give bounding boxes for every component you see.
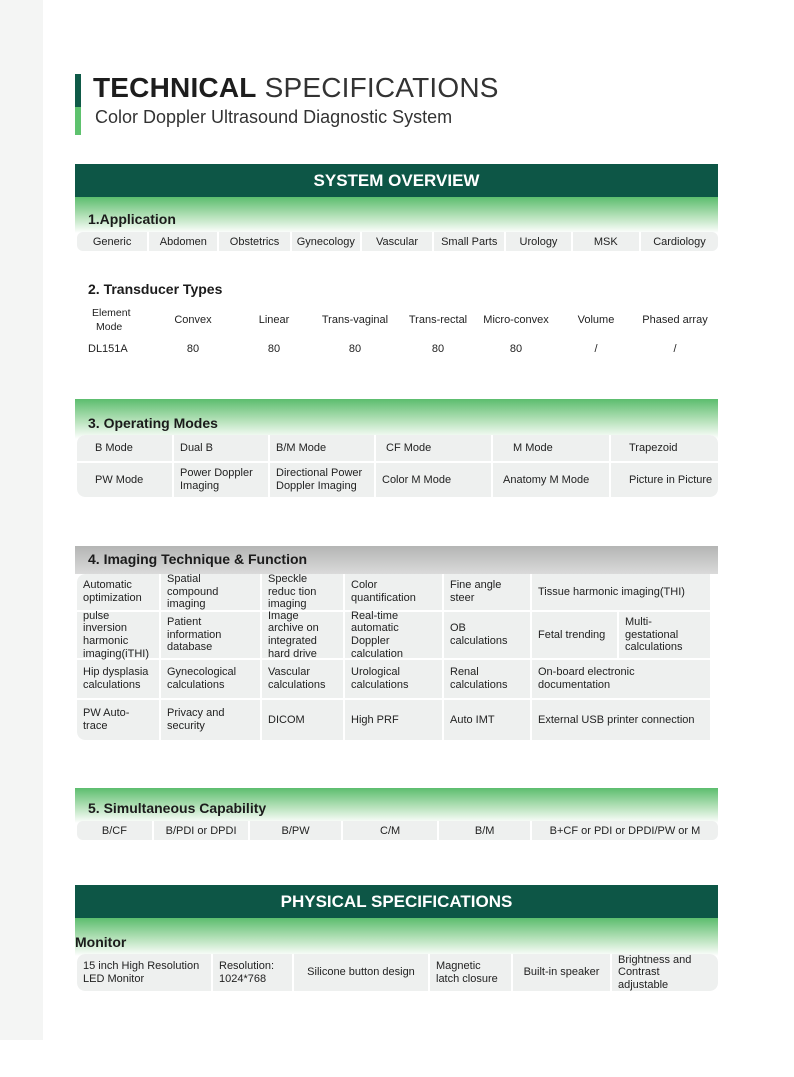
- simultaneous-item: B/PW: [250, 821, 343, 840]
- transducer-column: Convex: [174, 314, 212, 326]
- simultaneous-item: B/PDI or DPDI: [154, 821, 251, 840]
- imaging-cell: Speckle reduc tion imaging: [262, 574, 343, 610]
- element-label: Element: [92, 306, 131, 319]
- imaging-cell: Patient information database: [161, 612, 260, 658]
- imaging-heading: 4. Imaging Technique & Function: [88, 551, 308, 567]
- mode-cell: PW Mode: [77, 463, 172, 497]
- mode-cell: CF Mode: [376, 435, 491, 461]
- application-item: Obstetrics: [219, 232, 291, 251]
- simultaneous-heading: 5. Simultaneous Capability: [88, 800, 267, 816]
- simultaneous-row: [77, 821, 718, 840]
- page-margin-strip: [0, 0, 43, 1040]
- mode-cell: B/M Mode: [270, 435, 374, 461]
- monitor-band: [75, 918, 718, 956]
- transducer-column: Trans-rectal: [408, 314, 468, 326]
- monitor-heading: Monitor: [75, 934, 127, 950]
- imaging-cell: Gynecological calculations: [161, 660, 260, 698]
- transducer-value: /: [594, 343, 598, 355]
- imaging-cell: pulse inversion harmonic imaging(iTHI): [77, 612, 159, 658]
- imaging-cell: Urological calculations: [345, 660, 442, 698]
- simultaneous-item: B+CF or PDI or DPDI/PW or M: [549, 824, 701, 837]
- application-heading: 1.Application: [88, 211, 176, 227]
- transducer-header-row: [88, 304, 714, 336]
- operating-modes-heading: 3. Operating Modes: [88, 415, 218, 431]
- mode-cell: Color M Mode: [376, 463, 491, 497]
- imaging-cell: PW Auto-trace: [77, 700, 159, 740]
- transducer-heading: 2. Transducer Types: [88, 281, 223, 297]
- application-item: Abdomen: [149, 232, 219, 251]
- mode-cell: B Mode: [77, 435, 172, 461]
- imaging-cell: Fine angle steer: [444, 574, 530, 610]
- imaging-cell: Fetal trending: [532, 612, 617, 658]
- mode-label: Mode: [96, 321, 123, 333]
- application-item: Cardiology: [653, 235, 706, 248]
- transducer-row-label: DL151A: [88, 343, 128, 355]
- application-row: [77, 232, 718, 251]
- monitor-cell: Magnetic latch closure: [430, 954, 511, 991]
- mode-cell: Anatomy M Mode: [493, 463, 609, 497]
- imaging-cell: External USB printer connection: [532, 700, 710, 740]
- operating-modes-grid: [77, 435, 718, 497]
- transducer-data-row: [88, 336, 714, 362]
- transducer-column: Micro-convex: [483, 314, 549, 326]
- application-item: MSK: [573, 232, 641, 251]
- imaging-cell: Tissue harmonic imaging(THI): [532, 574, 710, 610]
- system-overview-band: [75, 164, 718, 197]
- imaging-cell: On-board electronic documentation: [532, 660, 710, 698]
- monitor-cell: Silicone button design: [294, 954, 428, 991]
- application-item: Urology: [506, 232, 572, 251]
- transducer-value: 80: [348, 343, 362, 355]
- simultaneous-item: C/M: [343, 821, 440, 840]
- imaging-cell: Automatic optimization: [77, 574, 159, 610]
- monitor-grid: [77, 954, 718, 991]
- simultaneous-item: B/CF: [77, 821, 154, 840]
- imaging-cell: Vascular calculations: [262, 660, 343, 698]
- imaging-cell: Multi-gestational calculations: [619, 612, 710, 658]
- imaging-cell: Hip dysplasia calculations: [77, 660, 159, 698]
- page-title: [93, 72, 499, 104]
- imaging-cell: OB calculations: [444, 612, 530, 658]
- imaging-cell: Image archive on integrated hard drive: [262, 612, 343, 658]
- title-accent-bar: [75, 74, 81, 135]
- transducer-column: Trans-vaginal: [321, 314, 389, 326]
- application-item: Gynecology: [292, 232, 362, 251]
- monitor-cell: Brightness and Contrast adjustable: [612, 954, 718, 991]
- transducer-column: Volume: [577, 314, 615, 326]
- application-item: Small Parts: [434, 232, 506, 251]
- monitor-cell: Built-in speaker: [513, 954, 610, 991]
- mode-cell: Dual B: [174, 435, 268, 461]
- imaging-grid: [77, 574, 718, 740]
- transducer-table: [88, 304, 714, 362]
- transducer-corner-label: [88, 306, 148, 334]
- imaging-cell: Real-time automatic Doppler calculation: [345, 612, 442, 658]
- imaging-cell: DICOM: [262, 700, 343, 740]
- title-bold: TECHNICAL: [93, 72, 257, 103]
- imaging-cell: Renal calculations: [444, 660, 530, 698]
- mode-cell: Trapezoid: [611, 435, 718, 461]
- monitor-cell: Resolution: 1024*768: [213, 954, 292, 991]
- mode-cell: Picture in Picture: [611, 463, 718, 497]
- application-item: Generic: [77, 232, 149, 251]
- transducer-value: 80: [431, 343, 445, 355]
- transducer-value: 80: [509, 343, 523, 355]
- physical-specs-heading: PHYSICAL SPECIFICATIONS: [280, 891, 513, 911]
- mode-cell: Directional Power Doppler Imaging: [270, 463, 374, 497]
- imaging-cell: High PRF: [345, 700, 442, 740]
- title-light: SPECIFICATIONS: [264, 72, 499, 103]
- imaging-cell: Privacy and security: [161, 700, 260, 740]
- mode-cell: Power Doppler Imaging: [174, 463, 268, 497]
- mode-cell: M Mode: [493, 435, 609, 461]
- transducer-column: Phased array: [642, 314, 708, 326]
- simultaneous-item: B/M: [439, 821, 532, 840]
- transducer-value: 80: [186, 343, 200, 355]
- transducer-value: /: [673, 343, 677, 355]
- transducer-value: 80: [267, 343, 281, 355]
- monitor-cell: 15 inch High Resolution LED Monitor: [77, 954, 211, 991]
- transducer-column: Linear: [258, 314, 290, 326]
- imaging-cell: Color quantification: [345, 574, 442, 610]
- system-overview-heading: SYSTEM OVERVIEW: [313, 170, 480, 190]
- physical-specs-band: [75, 885, 718, 918]
- application-item: Vascular: [362, 232, 434, 251]
- imaging-cell: Auto IMT: [444, 700, 530, 740]
- imaging-cell: Spatial compound imaging: [161, 574, 260, 610]
- page-subtitle: Color Doppler Ultrasound Diagnostic System: [95, 107, 453, 127]
